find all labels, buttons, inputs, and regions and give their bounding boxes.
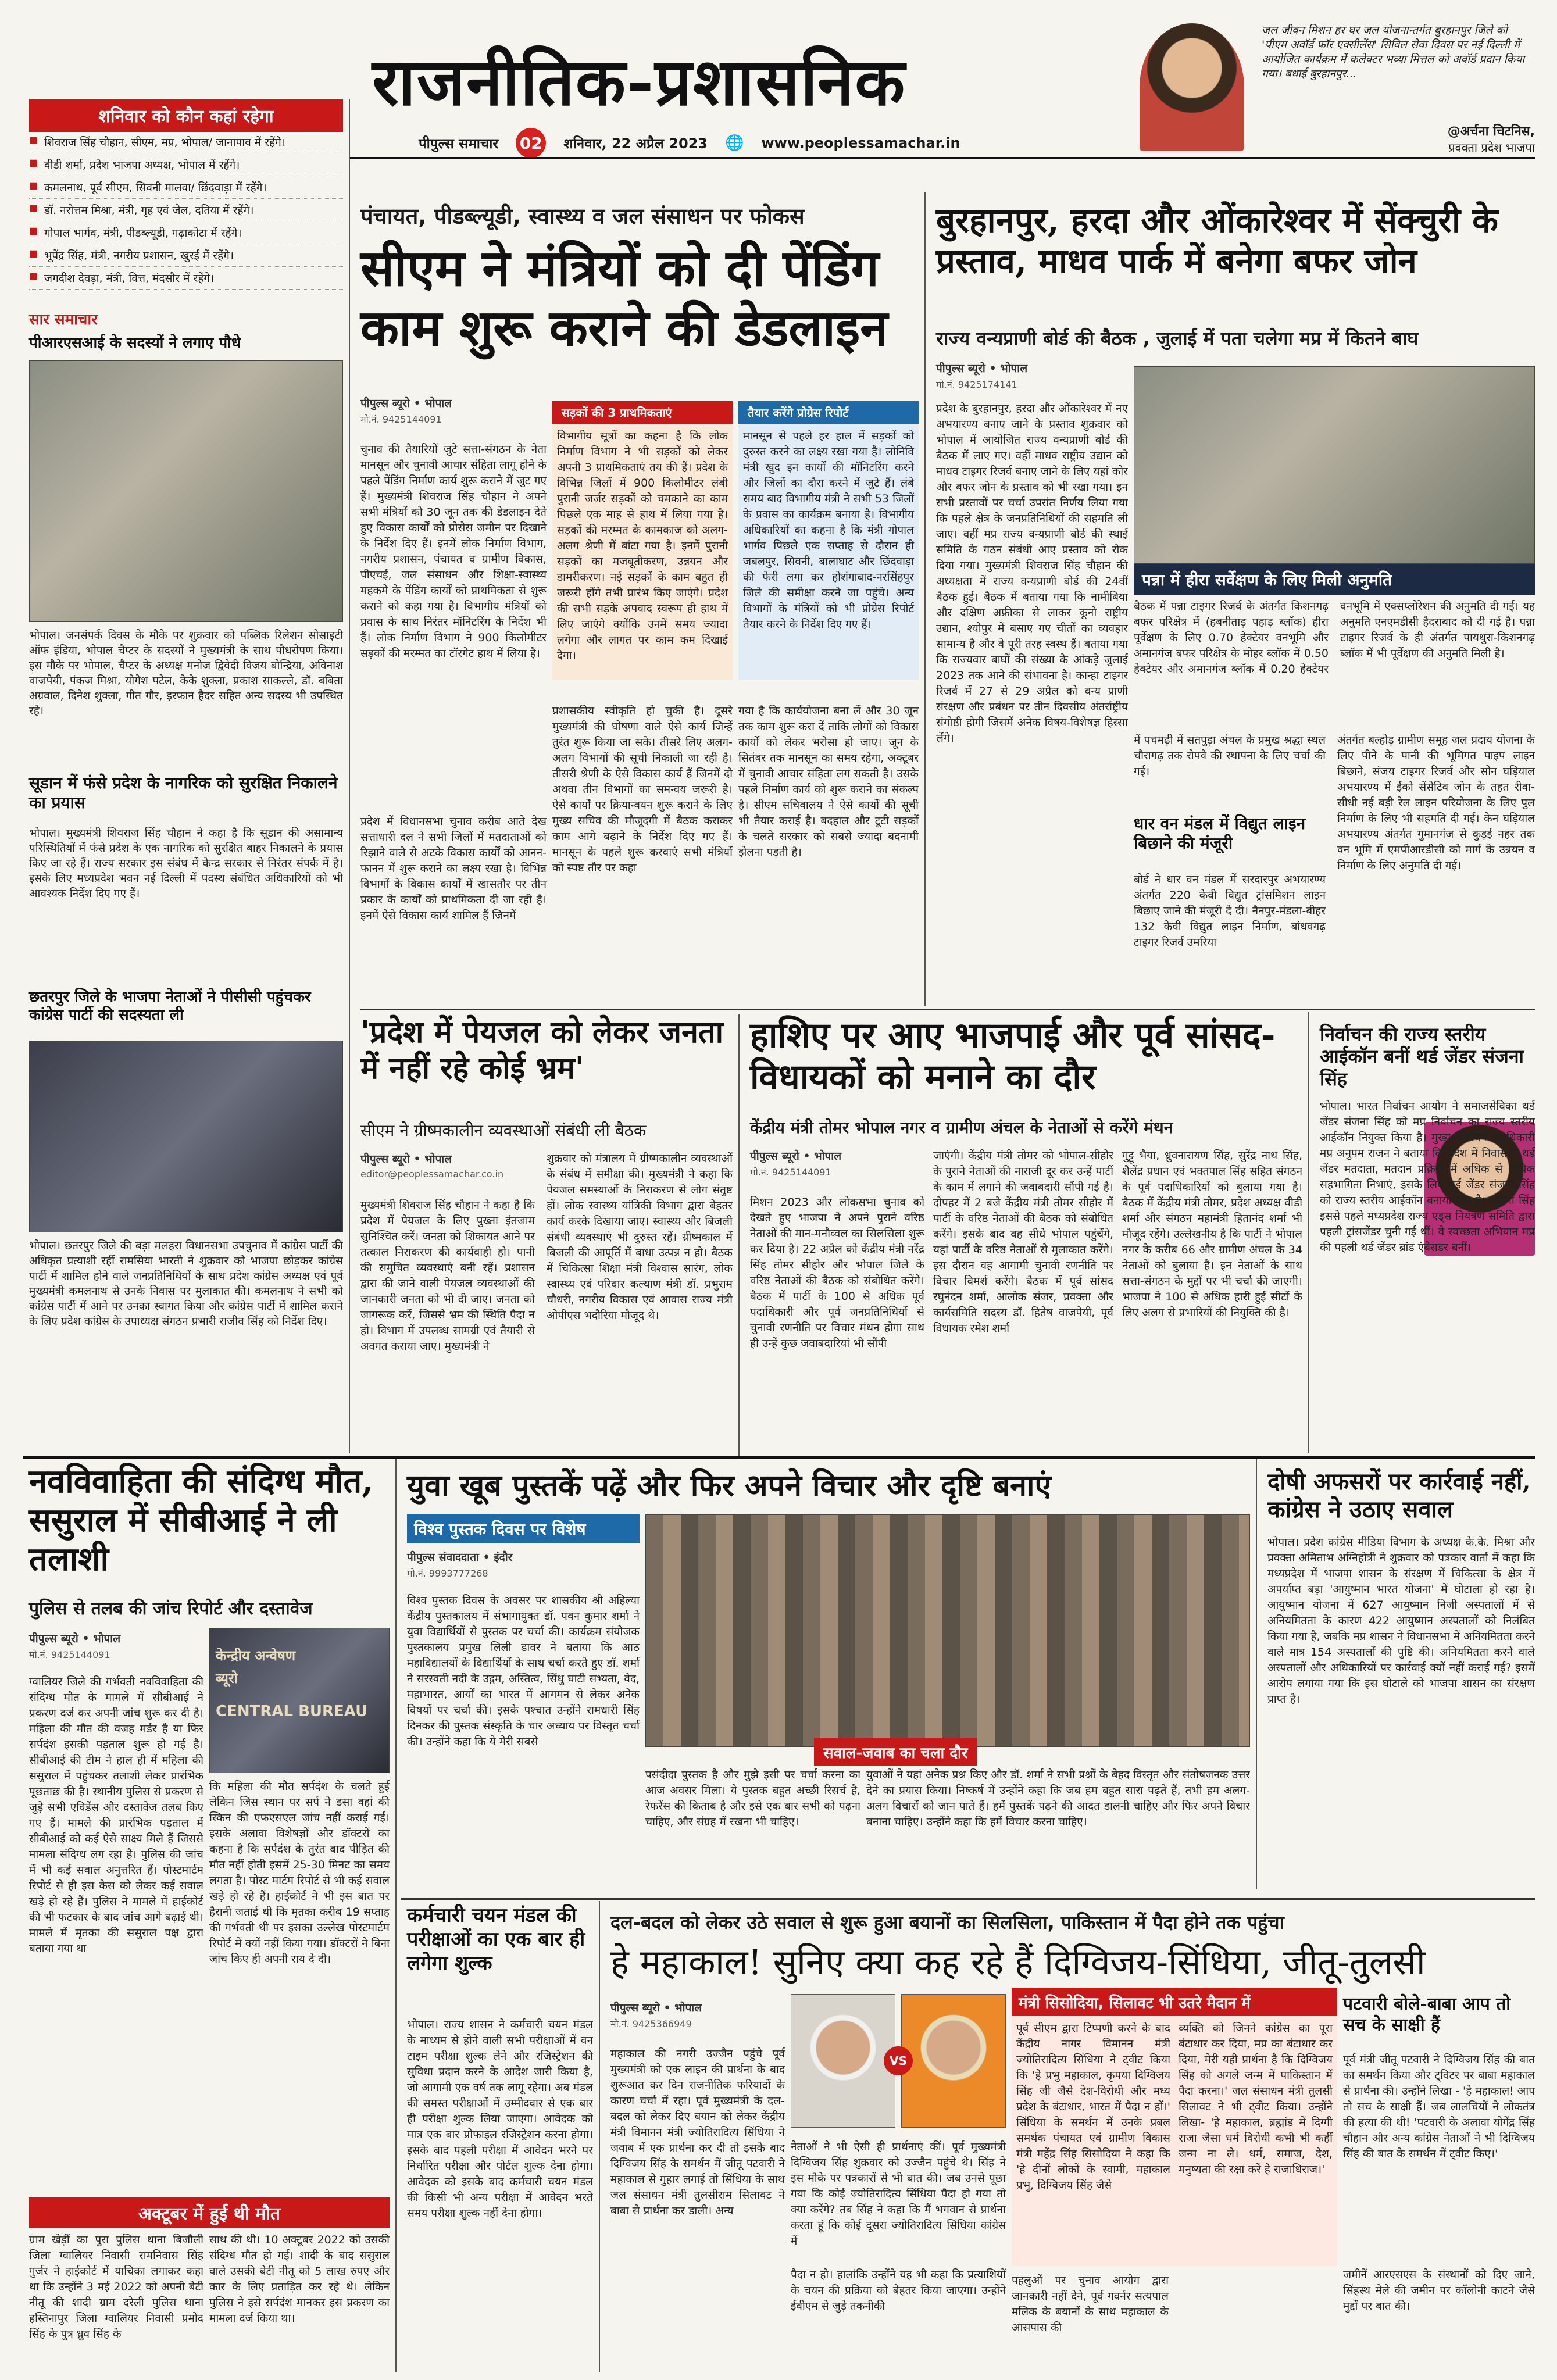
section-rule <box>360 1009 1535 1010</box>
byline-text: पीपुल्स ब्यूरो • भोपाल <box>750 1150 842 1163</box>
mahakal-body: महाकाल की नगरी उज्जैन पहुंचे पूर्व मुख्यमंत्री को एक लाइन की प्रार्थना के बाद शुरूआत कर दिन राजनीतिक फरियादों के कारण चर्चा में रहा। पूर्व मुख्यमंत्री के दल-बदल को लेकर दिए बयान को लेकर केंद्रीय मंत्री विमानन मंत्री ज्योतिरादित्य सिंधिया ने जवाब में एक प्रार्थना कर दी तो इसके बाद दिग्विजय सिंह के समर्थन में जीतू पटवारी ने महाकाल से गुहार लगाई तो सिंधिया के साथ जल संसाधन मंत्री तुलसीराम सिलावट ने बाबा से प्रार्थना कर डाली। अन्य <box>610 2047 785 2217</box>
mahakal-body: नेताओं ने भी ऐसी ही प्रार्थनाएं कीं। पूर्व मुख्यमंत्री दिग्विजय सिंह शुक्रवार को उज्जैन पहुंचे थे। सिंह ने इस मौके पर पत्रकारों से भी बात की। जब उनसे पूछा गया कि कोई ज्योतिरादित्य सिंधिया पैदा हो गया तो क्या करेंगे? तब सिंह ने कहा कि मैं भगवान से प्रार्थना करता हूं कि कोई दूसरा ज्योतिरादित्य सिंधिया कांग्रेस में <box>791 2140 1006 2247</box>
tiger-body: अंतर्गत बल्होड़ ग्रामीण समूह जल प्रदाय योजना के लिए पीने के पानी की भूमिगत पाइप लाइन बिछाने, संजय टाइगर रिजर्व और सोन घड़ियाल अभयारण्य में ईको सेंसेटिव जोन के तहत रीवा-सीधी नई बड़ी रेल लाइन परियोजना के लिए पुल निर्माण के लिए भी सहमति दी गई। केन घड़ियाल अभयारण्य अंतर्गत गुमानगंज से कुड़ई नहर तक वन भूमि में एमपीआरडीसी को मार्ग के उन्नयन व निर्माण के लिए अनुमति दी गई। <box>1337 734 1535 872</box>
schedule-item: ■ वीडी शर्मा, प्रदेश भाजपा अध्यक्ष, भोपाल में रहेंगे। <box>29 153 343 176</box>
masthead-rule <box>349 157 1535 159</box>
congress-body: भोपाल। प्रदेश कांग्रेस मीडिया विभाग के अध्यक्ष के.के. मिश्रा और प्रवक्ता अमिताभ अग्निहोत्री ने शुक्रवार को पत्रकार वार्ता में कहा कि मध्यप्रदेश में भाजपा शासन के संरक्षण में चिकित्सा के क्षेत्र में अपर्याप्त बड़ा 'आयुष्मान भारत योजना' में घोटाला हो रहा है। आयुष्मान योजना में 627 आयुष्मान निजी अस्पतालों में से अनियमितता के कारण 422 आयुष्मान अस्पतालों को निलंबित किया गया है, जबकि मप्र शासन ने विधानसभा में अनियमितता करने वाले मात्र 154 अस्पतालों की पुष्टि की। अनियमितता करने वाले अस्पतालों और अधिकारियों पर कार्रवाई क्यों नहीं कराई गई? इसमें आरोप लगाया गया कि इस घोटाले को भाजपा शासन का संरक्षण प्राप्त है। <box>1267 1536 1535 1706</box>
cbi-building-photo <box>209 1628 390 1773</box>
box-title: सड़कों की 3 प्राथमिकताएं <box>552 401 733 424</box>
bjp-byline <box>750 1148 841 1178</box>
bjp-body: गुट्टू भैया, ध्रुवनारायण सिंह, सुरेंद्र नाथ सिंह, शैलेंद्र प्रधान एवं भक्तपाल सिंह सहित संगठन के पूर्व पदाधिकारियों को बुलाया गया है। बैठक में केंद्रीय मंत्री तोमर, प्रदेश अध्यक्ष वीडी शर्मा और संगठन महामंत्री हितानंद शर्मा भी मौजूद रहेंगे। उल्लेखनीय है कि पार्टी ने भोपाल नगर के करीब 66 और ग्रामीण अंचल के 34 नेताओं को बुलाया है। इन नेताओं के साथ सत्ता-संगठन के मुद्दों पर भी चर्चा की जाएगी। भाजपा ने 100 से अधिक हारी हुई सीटों के लिए अलग से प्रभारियों की नियुक्ति की है। <box>1122 1149 1302 1319</box>
globe-icon: 🌐 <box>725 134 744 152</box>
icon-body: भोपाल। भारत निर्वाचन आयोग ने समाजसेविका थर्ड जेंडर संजना सिंह को मप्र निर्वाचन का राज्य स्तरीय आईकॉन नियुक्त किया है। मुख्य निर्वाचन पदाधिकारी मप्र अनुपम राजन ने बताया कि प्रदेश में निवासरत थर्ड जेंडर मतदाता, मतदान प्रक्रिया में अधिक से अधिक सहभागिता निभाएं, इसके लिए थर्ड जेंडर संजना सिंह को राज्य स्तरीय आईकॉन बनाया गया है। संजना सिंह इससे पहले मध्यप्रदेश राज्य एड्स नियंत्रण समिति द्वारा पहली ट्रांसजेंडर चुनी गई थीं। वे स्वच्छता अभियान मप्र की पहली थर्ड जेंडर ब्रांड एंबेसडर बनीं। <box>1320 1100 1535 1254</box>
mahakal-byline <box>610 2000 702 2030</box>
section-rule <box>401 1898 1535 1900</box>
lead-body: प्रदेश में विधानसभा चुनाव करीब आते देख सत्ताधारी दल ने सभी जिलों में मतदाताओं को रिझाने वाले से अटके विकास कार्यों को आनन-फानन में शुरू कराने का लक्ष्य रखा है। विभिन्न विभागों के विकास कार्यों में खासतौर पर तीन प्रकार के कार्यों को प्राथमिकता दी जा रही है। इनमें ऐसे विकास कार्य शामिल हैं जिनमें <box>360 814 547 1000</box>
section-rule <box>23 1456 1535 1459</box>
water-headline: 'प्रदेश में पेयजल को लेकर जनता में नहीं रहे कोई भ्रम' <box>360 1014 724 1087</box>
patwari-body: पूर्व मंत्री जीतू पटवारी ने दिग्विजय सिंह की बात का समर्थन किया और ट्विटर पर बाबा महाकाल से प्रार्थना की। उन्होंने लिखा - 'हे महाकाल! आप तो सच के साक्षी हैं। जब लालचियों ने लोकतंत्र की हत्या की थी! 'पटवारी के अलावा योगेंद्र सिंह चौहान और अन्य कांग्रेस नेताओं ने भी दिग्विजय सिंह की बात के समर्थन में ट्वीट किए।' <box>1343 2053 1535 2160</box>
quote-author-photo <box>1140 23 1244 151</box>
lead-body: गया है कि कार्ययोजना बना लें और 30 जून तक काम शुरू करा दें ताकि लोगों को विकास कार्यों को लेकर भरोसा हो जाए। जून के सितंबर तक मानसून का समय रहेगा, अक्टूबर में चुनावी आचार संहिता लग सकती है। उसके पहले निर्माण कार्य को शुरू कराने का संकल्प है। सीएम सचिवालय ने ऐसे कार्यों की सूची भी तैयार कराई है। बदहाल और टूटी सड़कों के चलते सरकार को सबसे ज्यादा बदनामी झेलना पड़ती है। <box>738 705 919 859</box>
tiger-body: बैठक में पन्ना टाइगर रिजर्व के अंतर्गत किशनगढ़ बफर परिक्षेत्र में (हबनीताड़ पहाड़ ब्लॉक) हीरा पूर्वेक्षण के लिए 0.70 हेक्टेयर वनभूमि और अमानगंज बफर परिक्षेत्र के मोहर ब्लॉक में 0.50 हेक्टेयर और अमानगंज ब्लॉक में 0.20 हेक्टेयर वनभूमि में एक्सप्लोरेशन की अनुमति दी गई। यह अनुमति एनएमडीसी हैदराबाद को दी गई है। पन्ना टाइगर रिजर्व के ही अंतर्गत पायथुरा-किशनगढ़ ब्लॉक में भी पूर्वेक्षण की अनुमति मिली है। <box>1134 600 1535 676</box>
quote-author-role: प्रवक्ता प्रदेश भाजपा <box>1448 141 1535 155</box>
column-divider <box>349 99 350 1453</box>
byline-mobile: मो.नं. 9425174141 <box>936 379 1017 390</box>
schedule-item: ■ गोपाल भार्गव, मंत्री, पीडब्ल्यूडी, गढ़ाकोटा में रहेंगे। <box>29 221 343 244</box>
quote-author-name: @अर्चना चिटनिस, <box>1447 124 1535 139</box>
books-headline: युवा खूब पुस्तकें पढ़ें और फिर अपने विचार और दृष्टि बनाएं <box>407 1468 1052 1503</box>
box-title: तैयार करेंगे प्रोग्रेस रिपोर्ट <box>738 401 919 424</box>
tiger-photo-caption: पन्ना में हीरा सर्वेक्षण के लिए मिली अनुमति <box>1134 564 1535 595</box>
website-link[interactable]: www.peoplessamachar.in <box>761 135 960 151</box>
digvijay-photo <box>791 1994 895 2128</box>
books-byline <box>407 1549 512 1579</box>
bjp-subhead: केंद्रीय मंत्री तोमर भोपाल नगर व ग्रामीण अंचल के नेताओं से करेंगे मंथन <box>750 1118 1173 1137</box>
schedule-item: ■ जगदीश देवड़ा, मंत्री, वित्त, मंदसौर में रहेंगे। <box>29 267 343 290</box>
column-divider <box>1308 1012 1309 1453</box>
byline-mobile: मो.नं. 9425144091 <box>29 1649 110 1660</box>
books-tag: विश्व पुस्तक दिवस पर विशेष <box>407 1514 640 1543</box>
column-divider <box>924 192 926 1006</box>
cbi-headline: नवविवाहिता की संदिग्ध मौत, ससुराल में सीबीआई ने ली तलाशी <box>29 1462 373 1579</box>
lead-body: चुनाव की तैयारियों जुटे सत्ता-संगठन के नेता मानसून और चुनावी आचार संहिता लागू होने के पहले पेंडिंग निर्माण कार्य शुरू कराने में जुट गए हैं। मुख्यमंत्री शिवराज सिंह चौहान ने अपने सभी मंत्रियों को 30 जून तक की डेडलाइन देते हुए विकास कार्यों को प्रोसेस जमीन पर दिखाने के निर्देश दिए हैं। इनमें लोक निर्माण विभाग, नगरीय प्रशासन, पंचायत व ग्रामीण विकास, पीएचई, जल संसाधन और शिक्षा-स्वास्थ्य महकमे के पेंडिंग कार्यों को प्राथमिकता से शुरू कराने को कहा गया है। विभागीय मंत्रियों को प्रवास के साथ निरंतर मॉनिटरिंग के निर्देश भी हैं। लोक निर्माण विभाग ने 900 किलोमीटर सड़कों की मरम्मत का टॉरगेट हाथ में लिया है। <box>360 443 547 660</box>
cbi-subhead: पुलिस से तलब की जांच रिपोर्ट और दस्तावेज <box>29 1599 313 1619</box>
mahakal-headline: हे महाकाल! सुनिए क्या कह रहे हैं दिग्विजय-सिंधिया, जीतू-तुलसी <box>610 1942 1426 1983</box>
publisher-name: पीपुल्स समाचार <box>419 135 499 152</box>
books-body: पसंदीदा पुस्तक है और मुझे इसी पर चर्चा करना का आज अवसर मिला। ये पुस्तक बहुत अच्छी रिसर्च है, रेफरेंस की किताब है और इसे एक बार सभी को पढ़ना चाहिए, और संग्रह में रखना भी चाहिए। <box>645 1768 860 1828</box>
tiger-byline <box>936 360 1027 391</box>
minister-box <box>1012 1988 1337 2267</box>
mahakal-body: जमीनें आरएसएस के संस्थानों को दिए जाने, सिंहस्थ मेले की जमीन पर कॉलोनी काटने जैसे मुद्दों पर बात की। <box>1343 2268 1535 2313</box>
byline-mobile: मो.नं. 9993777268 <box>407 1568 488 1579</box>
section-title: राजनीतिक-प्रशासनिक <box>372 44 906 120</box>
tiger-headline: बुरहानपुर, हरदा और ओंकारेश्वर में सेंक्चुरी के प्रस्ताव, माधव पार्क में बनेगा बफर जोन <box>936 201 1498 281</box>
lead-box-roads <box>552 401 733 692</box>
cbi-sign-text: CENTRAL BUREAU <box>216 1703 368 1720</box>
bjp-body: जाएंगी। केंद्रीय मंत्री तोमर को भोपाल-सीहोर के पुराने नेताओं की नाराजी दूर कर उन्हें पार्टी के काम में लगाने की जवाबदारी सौंपी गई है। दोपहर में 2 बजे केंद्रीय मंत्री तोमर सीहोर में पार्टी के वरिष्ठ नेताओं की बैठक को संबोधित करेंगे। इसके बाद वह सीधे भोपाल पहुंचेंगे, यहां पार्टी के वरिष्ठ नेताओं से मुलाकात करेंगे। इस दौरान वह आगामी चुनावी रणनीति पर विचार विमर्श करेंगे। बैठक में पूर्व सांसद रघुनंदन शर्मा, आलोक संजर, प्रवक्ता और कार्यसमिति सदस्य डॉ. हितेष वाजपेयी, पूर्व विधायक रमेश शर्मा <box>933 1149 1113 1335</box>
column-divider <box>1256 1459 1257 1889</box>
tiger-body: में पचमढ़ी में सतपुड़ा अंचल के प्रमुख श्रद्धा स्थल चौरागढ़ तक रोपवे की स्थापना के लिए चर्चा की गई। <box>1134 734 1326 778</box>
exam-body: भोपाल। राज्य शासन ने कर्मचारी चयन मंडल के माध्यम से होने वाली सभी परीक्षाओं में वन टाइम परीक्षा शुल्क लेने और रजिस्ट्रेशन की सुविधा प्रदान करने के आदेश जारी किया है, जो आगामी एक वर्ष तक लागू रहेगा। अब मंडल की समस्त परीक्षाओं में उम्मीदवार से एक बार ही परीक्षा शुल्क लिया जाएगा। आवेदक को मात्र एक बार प्रोफाइल रजिस्ट्रेशन करना होगा। इसके बाद पहली परीक्षा में आवेदन भरने पर निर्धारित परीक्षा और पोर्टल शुल्क देना होगा। आवेदक को इसके बाद कर्मचारी चयन मंडल की किसी भी अन्य परीक्षा में आवेदन भरते समय परीक्षा शुल्क नहीं देना होगा। <box>407 2018 593 2220</box>
box-text: विभागीय सूत्रों का कहना है कि लोक निर्माण विभाग ने भी सड़कों को लेकर अपनी 3 प्राथमिकताएं तय की हैं। प्रदेश के विभिन्न जिलों में 900 किलोमीटर लंबी पुरानी जर्जर सड़कों को चमकाने का काम पिछले एक माह से हाथ में लिया गया है। सड़कों की मरम्मत के कामकाज को अलग-अलग श्रेणी में बांटा गया है। इनमें पुरानी सड़कों का मजबूतीकरण, उन्नयन और डामरीकरण। नई सड़कों के काम बहुत ही जरूरी होंगे तभी प्रारंभ किए जाएंगे। प्रदेश की सभी सड़कें अपवाद स्वरूप ही हाथ में लिए जाएंगे क्योंकि उनमें समय ज्यादा लगेगा और लागत पर काम कम दिखाई देगा। <box>552 424 733 680</box>
patwari-headline: पटवारी बोले-बाबा आप तो सच के साक्षी हैं <box>1343 1994 1511 2035</box>
byline-text: पीपुल्स ब्यूरो • भोपाल <box>29 1632 121 1645</box>
cbi-body: कि महिला की मौत सर्पदंश के चलते हुई लेकिन जिस स्थान पर सर्प ने डसा वहां की स्किन की एफएसएल जांच नहीं कराई गई। इसके अलावा विशेषज्ञों और डॉक्टरों का कहना है कि सर्पदंश के तुरंत बाद पीड़ित की मौत नहीं होती इसमें 25-30 मिनट का समय लगता है। पोस्ट मार्टम रिपोर्ट से भी कई सवाल खड़े हो रहे हैं। हाईकोर्ट ने भी इस बात पर हैरानी जताई थी कि मृतका करीब 19 सप्ताह की गर्भवती थी पर इसका उल्लेख पोस्टमार्टम रिपोर्ट में क्यों नहीं किया गया। डॉक्टरों ने बिना जांच किए ही अपनी राय दे दी। <box>209 1780 390 1966</box>
bjp-headline: हाशिए पर आए भाजपाई और पूर्व सांसद-विधायकों को मनाने का दौर <box>750 1015 1276 1098</box>
lead-body: प्रशासकीय स्वीकृति हो चुकी है। दूसरे मुख्यमंत्री की घोषणा वाले ऐसे कार्य जिन्हें तुरंत शुरू किया जा सके। तीसरे लिए अलग-अलग विभागों की सूची निकाली जा रही है। तीसरी श्रेणी के ऐसे विकास कार्य हैं जिनमें दो अथवा तीन विभागों का समन्वय जरूरी है। ऐसे कार्यों पर क्रियान्वयन शुरू कराने के लिए मुख्य सचिव की मौजूदगी में बैठक कराकर काम आगे बढ़ाने के निर्देश दिए गए हैं। मानसून के पहले शुरू करवाएं सभी मंत्रियों को स्पष्ट तौर पर कहा <box>552 705 733 874</box>
cbi-body: ग्राम खेड़ीं का पुरा पुलिस थाना बिजौली जिला ग्वालियर निवासी रामनिवास सिंह गुर्जर ने हाईकोर्ट में याचिका लगाकर कहा था कि उन्होंने 3 मई 2022 को अपनी बेटी नीतू की शादी ग्राम दरेली पुलिस थाना हस्तिनापुर जिला ग्वालियर निवासी प्रमोद सिंह के पुत्र ध्रुव सिंह के <box>29 2234 203 2340</box>
lead-kicker: पंचायत, पीडब्ल्यूडी, स्वास्थ्य व जल संसाधन पर फोकस <box>360 203 805 229</box>
byline-text: पीपुल्स ब्यूरो • भोपाल <box>360 1153 452 1166</box>
masthead-meta <box>419 128 960 158</box>
exam-headline: कर्मचारी चयन मंडल की परीक्षाओं का एक बार ही लगेगा शुल्क <box>407 1904 585 1975</box>
byline-text: पीपुल्स ब्यूरो • भोपाल <box>610 2002 702 2014</box>
schedule-item: ■ डॉ. नरोत्तम मिश्रा, मंत्री, गृह एवं जेल, दतिया में रहेंगे। <box>29 199 343 221</box>
column-divider <box>599 1901 600 2372</box>
tiger-subhead: राज्य वन्यप्राणी बोर्ड की बैठक , जुलाई में पता चलेगा मप्र में कितने बाघ <box>936 327 1419 349</box>
lead-headline: सीएम ने मंत्रियों को दी पेंडिंग काम शुरू कराने की डेडलाइन <box>360 239 888 358</box>
schedule-list <box>29 131 343 290</box>
schedule-item: ■ कमलनाथ, पूर्व सीएम, सिवनी मालवा/ छिंदवाड़ा में रहेंगे। <box>29 176 343 199</box>
byline-mobile: मो.नं. 9425366949 <box>610 2018 692 2029</box>
schedule-item: ■ शिवराज सिंह चौहान, सीएम, मप्र, भोपाल/ जानापाव में रहेंगे। <box>29 131 343 153</box>
books-photo-label: सवाल-जवाब का चला दौर <box>814 1738 977 1766</box>
cbi-sign-text: केन्द्रीय अन्वेषण <box>216 1648 296 1664</box>
column-divider <box>395 1459 397 2372</box>
lead-byline <box>360 395 452 426</box>
column-divider <box>738 1014 740 1456</box>
minister-box-title: मंत्री सिसोदिया, सिलावट भी उतरे मैदान में <box>1012 1988 1337 2016</box>
sidebar-story-text: भोपाल। मुख्यमंत्री शिवराज सिंह चौहान ने कहा है कि सूडान की असामान्य परिस्थितियों में फंसे प्रदेश के एक नागरिक को सुरक्षित बाहर निकालने के प्रयास किए जा रहे हैं। राज्य सरकार इस संबंध में केन्द्र सरकार से निरंतर संपर्क में है। इसके लिए मध्यप्रदेश भवन नई दिल्ली में पदस्थ संबंधित अधिकारियों को भी आवश्यक निर्देश दिए गए हैं। <box>29 827 343 900</box>
minister-box-text: व्यक्ति को जिनने कांग्रेस का पूरा बंटाधार कर दिया, मप्र का बंटाधार कर दिया, मेरी यही प्रार्थना है कि दिग्विजय सिंह को अगले जन्म में पाकिस्तान में पैदा करना।' जल संसाधन मंत्री तुलसी सिलावट ने भी ट्वीट किया। उन्होंने लिखा- 'हे महाकाल, ब्रह्मांड में दिग्गी राजा जैसा धर्म विरोधी कभी भी कहीं जन्म ना ले। धर्म, समाज, देश, मनुष्यता की रक्षा करें हे राजाधिराज।' <box>1179 2022 1333 2176</box>
mahakal-body: पैदा न हो। हालांकि उन्होंने यह भी कहा कि प्रत्याशियों के चयन की प्रक्रिया को बेहतर किया जाएगा। उन्होंने ईवीएम से जुड़े तकनीकी <box>791 2268 1006 2313</box>
byline-text: पीपुल्स ब्यूरो • भोपाल <box>936 362 1028 375</box>
vs-badge: VS <box>884 2046 913 2075</box>
cbi-byline <box>29 1631 120 1661</box>
sidebar-story-headline: छतरपुर जिले के भाजपा नेताओं ने पीसीसी पहुंचकर कांग्रेस पार्टी की सदस्यता ली <box>29 988 311 1024</box>
tiger-body: बोर्ड ने धार वन मंडल में सरदारपुर अभयारण्य अंतर्गत 220 केवी विद्युत ट्रांसमिशन लाइन बिछाए जाने की मंजूरी दे दी। नैनपुर-मंडला-बीहर 132 केवी विद्युत लाइन निर्माण, बांधवगढ़ टाइगर रिजर्व उमरिया <box>1134 873 1326 949</box>
sidebar-story-text: भोपाल। छतरपुर जिले की बड़ा मलहरा विधानसभा उपचुनाव में कांग्रेस पार्टी की अधिकृत प्रत्याशी रहीं रामसिया भारती ने शुक्रवार को भाजपा छोड़कर कांग्रेस पार्टी में शामिल होने वाले जनप्रतिनिधियों के साथ प्रदेश कांग्रेस अध्यक्ष एवं पूर्व मुख्यमंत्री कमलनाथ से उनके निवास पर मुलाकात की। कमलनाथ ने सभी को कांग्रेस पार्टी में आने पर उनका स्वागत किया और कांग्रेस पार्टी में शामिल कराने के लिए प्रदेश कांग्रेस के उपाध्यक्ष संगठन प्रभारी राजीव सिंह को निर्देश दिए। <box>29 1239 343 1328</box>
books-body: युवाओं ने यहां अनेक प्रश्न किए और डॉ. शर्मा ने सभी प्रश्नों के बेहद विस्तृत और संतोषजनक उत्तर देने का प्रयास किया। निष्कर्ष में उन्होंने कहा कि जब हम बहुत सारा पढ़ते हैं, तभी हम अलग-अलग विचारों को जान पाते हैं। हमें पुस्तकें पढ़ने की आदत डालनी चाहिए और फिर अपने विचार बनाना चाहिए। उन्होंने कहा कि हमें विचार करना चाहिए। <box>866 1768 1250 1828</box>
box-text: मानसून से पहले हर हाल में सड़कों को दुरुस्त करने का लक्ष्य रखा गया है। लोनिवि मंत्री खुद इन कार्यों की मॉनिटरिंग करने और जिलों का दौरा करने में जुटे हैं। लंबे समय बाद विभागीय मंत्री ने सभी 53 जिलों के प्रवास का कार्यक्रम बनाया है। विभागीय अधिकारियों का कहना है कि मंत्री गोपाल भार्गव पिछले एक सप्ताह से दौरान ही जबलपुर, सिवनी, बालाघाट और छिंदवाड़ा की फेरी लगा कर होशंगाबाद-नरसिंहपुर जिले की समीक्षा करने जा पहुंचे। अन्य विभागों के मंत्रियों को भी प्रोग्रेस रिपोर्ट तैयार करने के निर्देश दिए गए हैं। <box>738 424 919 680</box>
byline-text: पीपुल्स ब्यूरो • भोपाल <box>360 397 452 410</box>
tweet-quote: जल जीवन मिशन हर घर जल योजनान्तर्गत बुरहानपुर जिले को 'पीएम अवॉर्ड फॉर एक्सीलेंस' सिविल सेवा दिवस पर नई दिल्ली में आयोजित कार्यक्रम में कलेक्टर भव्या मित्तल को अवॉर्ड प्रदान किया गया। बधाई बुरहानपुर... <box>1262 24 1525 80</box>
icon-headline: निर्वाचन की राज्य स्तरीय आईकॉन बनीं थर्ड जेंडर संजना सिंह <box>1320 1023 1524 1090</box>
mahakal-body: पहलुओं पर चुनाव आयोग द्वारा जानकारी नहीं देने, पूर्व गवर्नर सत्यपाल मलिक के बयानों के साथ महाकाल के आसपास की <box>1012 2274 1169 2334</box>
mahakal-kicker: दल-बदल को लेकर उठे सवाल से शुरू हुआ बयानों का सिलसिला, पाकिस्तान में पैदा होने तक पहुंचा <box>610 1911 1284 1934</box>
tiger-power-headline: धार वन मंडल में विद्युत लाइन बिछाने की मंजूरी <box>1134 814 1306 853</box>
sidebar-story-photo <box>29 1041 343 1232</box>
cbi-subhead-2: अक्टूबर में हुई थी मौत <box>29 2197 390 2228</box>
byline-mobile: मो.नं. 9425144091 <box>360 414 442 425</box>
sidebar-story-photo <box>29 360 343 622</box>
byline-email: editor@peoplessamachar.co.in <box>360 1168 504 1180</box>
sidebar-story-headline: पीआरएसआई के सदस्यों ने लगाए पौधे <box>29 334 241 352</box>
cbi-body: साथ की थी। 10 अक्टूबर 2022 को उसकी संदिग्ध मौत हो गई। शादी के बाद ससुराल वाले उसकी बेटी नीतू को 5 लाख रुपए और कार के लिए प्रताड़ित कर रहे थे। लेकिन पुलिस ने इसे सर्पदंश मानकर इस प्रकरण का मामला दर्ज किया था। <box>209 2234 390 2325</box>
water-body: मुख्यमंत्री शिवराज सिंह चौहान ने कहा है कि प्रदेश में पेयजल के लिए पुख्ता इंतजाम सुनिश्चित करें। जनता को शिकायत आने पर तत्काल निराकरण की कार्यवाही हो। पानी की समुचित व्यवस्थाएं बनी रहें। प्रशासन द्वारा की जाने वाली पेयजल व्यवस्थाओं की जानकारी जनता को भी दी जाए। जनता को जागरूक करें, जिससे भ्रम की स्थिति पैदा न हो। विभाग में उपलब्ध सामग्री एवं तैयारी से अवगत कराया जाए। मुख्यमंत्री ने <box>360 1199 535 1353</box>
page-number-badge: 02 <box>516 128 546 158</box>
cbi-sign-text: ब्यूरो <box>216 1670 238 1686</box>
water-subhead: सीएम ने ग्रीष्मकालीन व्यवस्थाओं संबंधी ली बैठक <box>360 1121 647 1140</box>
bjp-body: मिशन 2023 और लोकसभा चुनाव को देखते हुए भाजपा ने अपने पुराने वरिष्ठ नेताओं की मान-मनौव्वल का सिलसिला शुरू कर दिया है। 22 अप्रैल को केंद्रीय मंत्री नरेंद्र सिंह तोमर सीहोर और भोपाल जिले के वरिष्ठ नेताओं की बैठक को संबोधित करेंगे। बैठक में पार्टी के 100 से अधिक पूर्व पदाधिकारी और पूर्व जनप्रतिनिधियों से चुनावी रणनीति पर विचार मंथन होगा साथ ही उन्हें कुछ जवाबदारियां भी सौंपी <box>750 1196 924 1350</box>
books-crowd-photo <box>645 1514 1250 1747</box>
water-byline <box>360 1151 503 1180</box>
water-body: शुक्रवार को मंत्रालय में ग्रीष्मकालीन व्यवस्थाओं के संबंध में समीक्षा की। मुख्यमंत्री ने कहा कि पेयजल समस्याओं के निराकरण से लोग संतुष्ट हों। लोक स्वास्थ्य यांत्रिकी विभाग द्वारा बेहतर कार्य करके दिखाया जाए। स्वास्थ्य और बिजली संबंधी व्यवस्थाएं भी दुरुस्त रहें। ग्रीष्मकाल में बिजली की आपूर्ति में बाधा उत्पन्न न हो। बैठक में चिकित्सा शिक्षा मंत्री विश्वास सारंग, लोक स्वास्थ्य एवं परिवार कल्याण मंत्री डॉ. प्रभुराम चौधरी, नगरीय विकास एवं आवास राज्य मंत्री ओपीएस भदौरिया मौजूद थे। <box>547 1152 733 1322</box>
tiger-body: प्रदेश के बुरहानपुर, हरदा और ओंकारेश्वर में नए अभयारण्य बनाए जाने के प्रस्ताव शुक्रवार को भोपाल में आयोजित राज्य वन्यप्राणी बोर्ड की बैठक में लाए गए। वहीं माधव राष्ट्रीय उद्यान को माधव टाइगर रिजर्व बनाए जाने के लिए यहां कोर और बफर जोन के प्रस्ताव को भी रखा गया। इन सभी प्रस्तावों पर चर्चा उपरांत निर्णय लिया गया कि पहले क्षेत्र के जनप्रतिनिधियों की सहमति ली जाए। वहीं मप्र राज्य वन्यप्राणी बोर्ड की स्थाई समिति के गठन संबंधी आए प्रस्ताव को रोक दिया गया। मुख्यमंत्री शिवराज सिंह चौहान की अध्यक्षता में राज्य वन्यप्राणी बोर्ड की 24वीं बैठक हुई। बैठक में बताया गया कि नामीबिया और दक्षिण अफ्रीका से लाकर कूनो राष्ट्रीय उद्यान, श्योपुर में बसाए गए चीतों का व्यवहार सामान्य है और वे पूरी तरह स्वस्थ हैं। बताया गया कि राज्यवार बाघों की संख्या के आंकड़े जुलाई 2023 तक आने की संभावना है। कान्हा टाइगर रिजर्व में 27 से 29 अप्रैल को वन्य प्राणी संरक्षण और प्रबंधन पर तीन दिवसीय अंतर्राष्ट्रीय संगोष्ठी होगी जिसमें अनेक विषय-विशेषज्ञ हिस्सा लेंगे। <box>936 402 1128 745</box>
sidebar-heading: शनिवार को कौन कहां रहेगा <box>29 99 343 132</box>
cbi-body: ग्वालियर जिले की गर्भवती नवविवाहिता की संदिग्ध मौत के मामले में सीबीआई ने प्रकरण दर्ज कर अपनी जांच शुरू कर दी है। महिला की मौत की वजह मर्डर है या फिर सर्पदंश इसकी पड़ताल शुरू हो गई है। सीबीआई की टीम ने हाल ही में महिला की ससुराल में पहुंचकर तलाशी लेकर प्रारंभिक पूछताछ की है। स्थानीय पुलिस से प्रकरण से जुड़े सभी एविडेंस और दस्तावेज तलब किए गए हैं। मामले की प्रारंभिक पड़ताल में सीबीआई को कई ऐसे साक्ष्य मिले हैं जिससे मामला संदिग्ध लग रहा है। पुलिस की जांच में भी कई सवाल अनुत्तरित हैं। पोस्टमार्टम रिपोर्ट से ही इस केस को लेकर कई सवाल खड़े हो रहे हैं। पुलिस ने मामले में हाईकोर्ट की भी फटकार के बाद जांच आगे बढ़ाई थी। मामले में मृतका की ससुराल पक्ष द्वारा बताया गया था <box>29 1675 203 1955</box>
scindia-photo <box>901 1994 1006 2128</box>
minister-box-text: पूर्व सीएम द्वारा टिप्पणी करने के बाद केंद्रीय नागर विमानन मंत्री ज्योतिरादित्य सिंधिया ने ट्वीट किया कि 'हे प्रभु महाकाल, कृपया दिग्विजय सिंह जी जैसे देश-विरोधी और मध्य प्रदेश के बंटाधार, भारत में पैदा न हों।' सिंधिया के समर्थन में उनके प्रबल समर्थक पंचायत एवं ग्रामीण विकास मंत्री महेंद्र सिंह सिसोदिया ने कहा कि 'हे दीनों लोकों के स्वामी, महाकाल प्रभु, दिग्विजय सिंह जैसे <box>1016 2022 1170 2192</box>
schedule-item: ■ भूपेंद्र सिंह, मंत्री, नगरीय प्रशासन, खुरई में रहेंगे। <box>29 244 343 267</box>
lead-box-report <box>738 401 919 692</box>
quote-author <box>1302 122 1535 155</box>
issue-date: शनिवार, 22 अप्रैल 2023 <box>563 135 708 152</box>
books-body: विश्व पुस्तक दिवस के अवसर पर शासकीय श्री अहिल्या केंद्रीय पुस्तकालय में संभागायुक्त डॉ. पवन कुमार शर्मा ने युवा विद्यार्थियों से पुस्तक पर चर्चा की। कार्यक्रम संयोजक पुस्तकालय प्रमुख लिली डावर ने बताया कि आठ महाविद्यालयों के विद्यार्थियों के साथ चर्चा करते हुए डॉ. शर्मा ने सरस्वती नदी के उद्गम, अस्तित्व, सिंधु घाटी सभ्यता, वेद, महाभारत, आर्यों का भारत में आगमन से लेकर अनेक विषयों पर चर्चा की। इसके पश्चात उन्होंने रामधारी सिंह दिनकर की पुस्तक संस्कृति के चार अध्याय पर विस्तृत चर्चा की। उन्होंने कहा कि ये मेरी सबसे <box>407 1594 640 1748</box>
sar-samachar-label: सार समाचार <box>29 311 98 328</box>
sidebar-story-headline: सूडान में फंसे प्रदेश के नागरिक को सुरक्षित निकालने का प्रयास <box>29 773 338 812</box>
byline-text: पीपुल्स संवाददाता • इंदौर <box>407 1551 513 1564</box>
tiger-meeting-photo <box>1134 366 1535 564</box>
sidebar-story-text: भोपाल। जनसंपर्क दिवस के मौके पर शुक्रवार को पब्लिक रिलेशन सोसाइटी ऑफ इंडिया, भोपाल चैप्टर के सदस्यों ने मुख्यमंत्री के साथ पौधरोपण किया। इस मौके पर भोपाल, चैप्टर के अध्यक्ष मनोज द्विवेदी विजय बोन्द्रिया, अविनाश वाजपेयी, पंकज मिश्रा, योगेश पटेल, केके शुक्ला, प्रकाश साकल्ले, डॉ. बबिता अग्रवाल, दिनेश शुक्ला, गीत गौर, इरफान हैदर सहित अन्य सदस्य भी उपस्थित रहे। <box>29 629 343 717</box>
congress-headline: दोषी अफसरों पर कार्रवाई नहीं, कांग्रेस ने उठाए सवाल <box>1267 1468 1531 1523</box>
byline-mobile: मो.नं. 9425144091 <box>750 1167 831 1178</box>
